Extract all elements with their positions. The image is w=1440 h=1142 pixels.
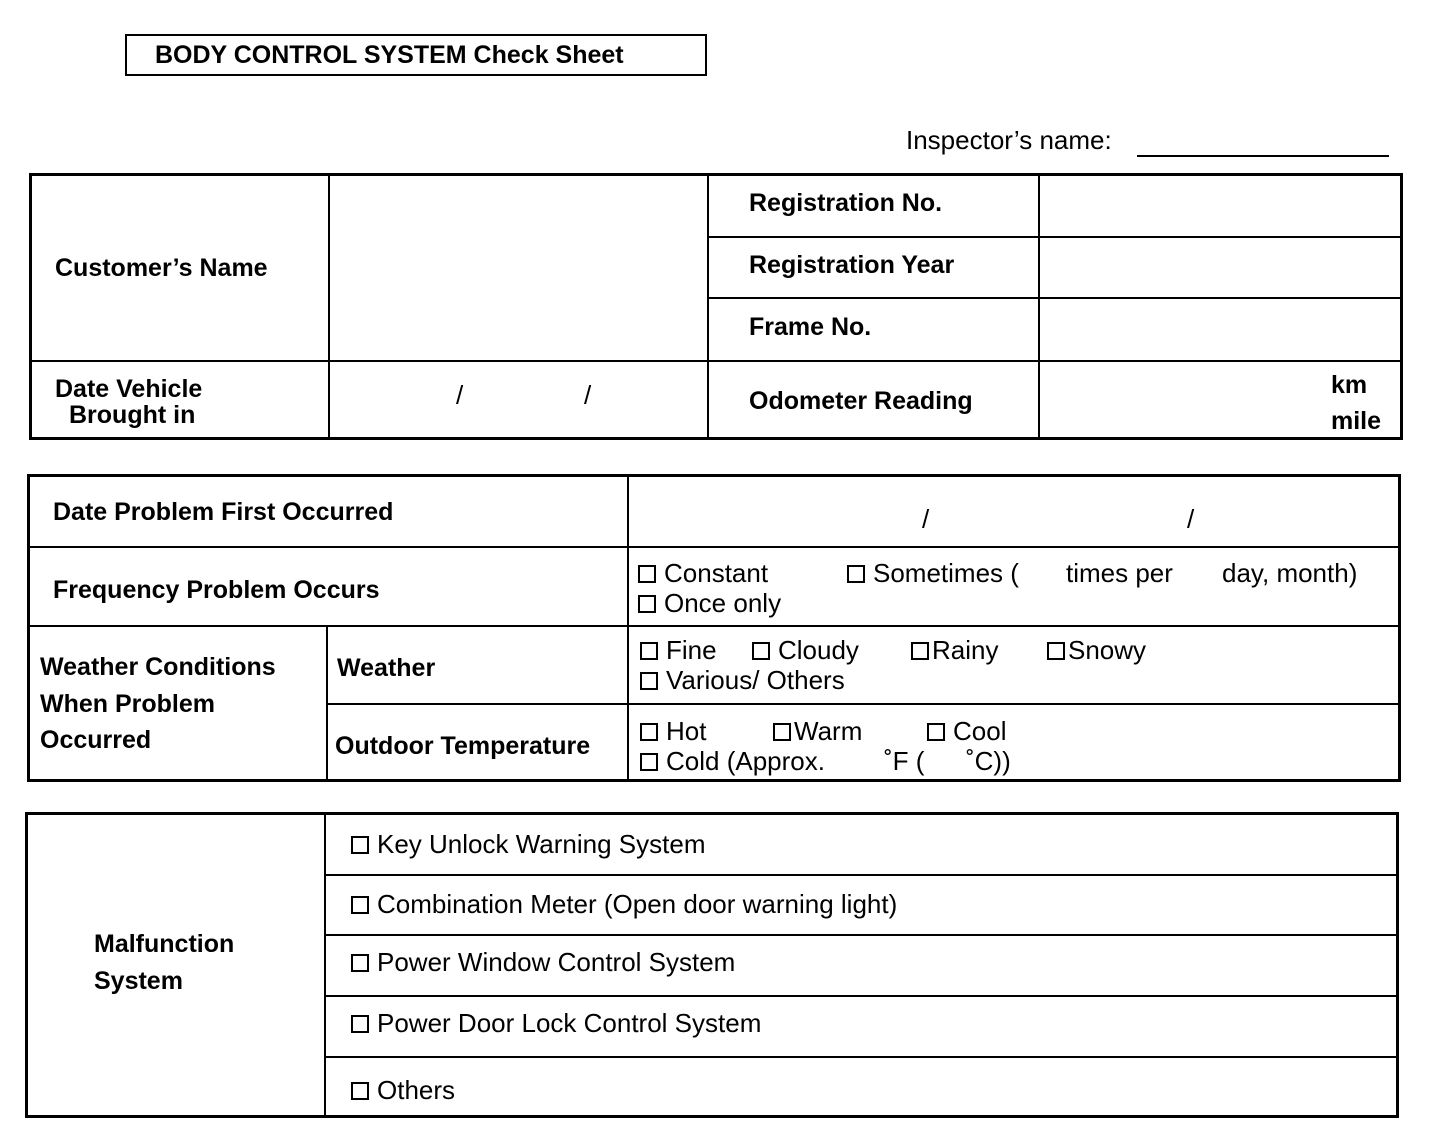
option-once-only[interactable]: Once only [638, 588, 781, 618]
date-separator: / [584, 380, 592, 410]
weather-conditions-label-2: When Problem [40, 690, 216, 718]
option-combination-meter[interactable]: Combination Meter (Open door warning light) [351, 889, 897, 919]
option-cool[interactable]: Cool [927, 716, 1006, 746]
option-snowy[interactable]: Snowy [1047, 635, 1146, 665]
malfunction-label-2: System [94, 967, 183, 995]
weather-conditions-label-3: Occurred [40, 726, 152, 754]
odometer-unit-mile: mile [1331, 407, 1382, 435]
times-per-text: times per [1066, 558, 1173, 588]
option-cloudy[interactable]: Cloudy [752, 635, 859, 665]
date-vehicle-label-line1: Date Vehicle [55, 375, 203, 403]
divider [27, 625, 1401, 627]
checkbox-icon[interactable] [752, 642, 770, 660]
checkbox-icon[interactable] [351, 896, 369, 914]
customer-name-label: Customer’s Name [55, 254, 268, 282]
day-month-text: day, month) [1222, 558, 1358, 588]
checkbox-icon[interactable] [1047, 642, 1065, 660]
divider [707, 297, 1403, 299]
option-constant[interactable]: Constant [638, 558, 768, 588]
unit-celsius: ˚C)) [966, 746, 1011, 776]
option-sometimes[interactable]: Sometimes ( [847, 558, 1019, 588]
checkbox-icon[interactable] [351, 1015, 369, 1033]
checkbox-icon[interactable] [773, 723, 791, 741]
checkbox-icon[interactable] [847, 565, 865, 583]
divider [627, 474, 629, 782]
checkbox-icon[interactable] [911, 642, 929, 660]
divider [326, 703, 1401, 705]
registration-no-label: Registration No. [749, 189, 943, 217]
registration-year-field[interactable] [1042, 240, 1400, 296]
option-others[interactable]: Others [351, 1075, 455, 1105]
date-separator: / [456, 380, 464, 410]
option-hot[interactable]: Hot [640, 716, 706, 746]
divider [324, 812, 326, 1118]
checkbox-icon[interactable] [640, 672, 658, 690]
registration-no-field[interactable] [1042, 177, 1400, 235]
option-warm[interactable]: Warm [773, 716, 862, 746]
weather-conditions-label-1: Weather Conditions [40, 653, 276, 681]
malfunction-label-1: Malfunction [94, 930, 235, 958]
date-problem-first-field[interactable] [631, 478, 1398, 544]
checkbox-icon[interactable] [927, 723, 945, 741]
sheet-title-text: BODY CONTROL SYSTEM Check Sheet [155, 40, 624, 69]
odometer-field[interactable] [1042, 364, 1312, 436]
divider [328, 173, 330, 440]
frame-no-label: Frame No. [749, 313, 872, 341]
checkbox-icon[interactable] [640, 642, 658, 660]
option-various-others[interactable]: Various/ Others [640, 665, 845, 695]
inspector-label: Inspector’s name: [906, 125, 1112, 155]
option-rainy[interactable]: Rainy [911, 635, 998, 665]
checkbox-icon[interactable] [640, 723, 658, 741]
divider [707, 236, 1403, 238]
inspector-name-field[interactable] [1137, 155, 1389, 157]
checkbox-icon[interactable] [351, 836, 369, 854]
checkbox-icon[interactable] [638, 565, 656, 583]
checkbox-icon[interactable] [638, 595, 656, 613]
outdoor-temperature-label: Outdoor Temperature [335, 732, 591, 760]
divider [324, 874, 1399, 876]
checkbox-icon[interactable] [351, 954, 369, 972]
divider [707, 173, 709, 440]
option-fine[interactable]: Fine [640, 635, 717, 665]
date-problem-first-label: Date Problem First Occurred [53, 498, 394, 526]
divider [324, 1056, 1399, 1058]
customer-name-field[interactable] [332, 177, 704, 357]
date-separator: / [922, 504, 930, 534]
date-separator: / [1187, 504, 1195, 534]
checkbox-icon[interactable] [351, 1082, 369, 1100]
divider [27, 546, 1401, 548]
registration-year-label: Registration Year [749, 251, 955, 279]
option-cold[interactable]: Cold (Approx. [640, 746, 825, 776]
option-key-unlock-warning[interactable]: Key Unlock Warning System [351, 829, 705, 859]
weather-label: Weather [337, 654, 436, 682]
date-vehicle-label-line2: Brought in [69, 401, 196, 429]
option-power-door-lock[interactable]: Power Door Lock Control System [351, 1008, 761, 1038]
option-power-window[interactable]: Power Window Control System [351, 947, 735, 977]
divider [29, 360, 1403, 362]
frame-no-field[interactable] [1042, 301, 1400, 359]
odometer-label: Odometer Reading [749, 387, 973, 415]
checkbox-icon[interactable] [640, 753, 658, 771]
unit-fahrenheit: ˚F ( [884, 746, 925, 776]
frequency-label: Frequency Problem Occurs [53, 576, 380, 604]
odometer-unit-km: km [1331, 371, 1368, 399]
divider [1038, 173, 1040, 440]
date-vehicle-field[interactable] [332, 364, 704, 436]
sheet-title [125, 34, 707, 76]
divider [324, 995, 1399, 997]
divider [324, 934, 1399, 936]
